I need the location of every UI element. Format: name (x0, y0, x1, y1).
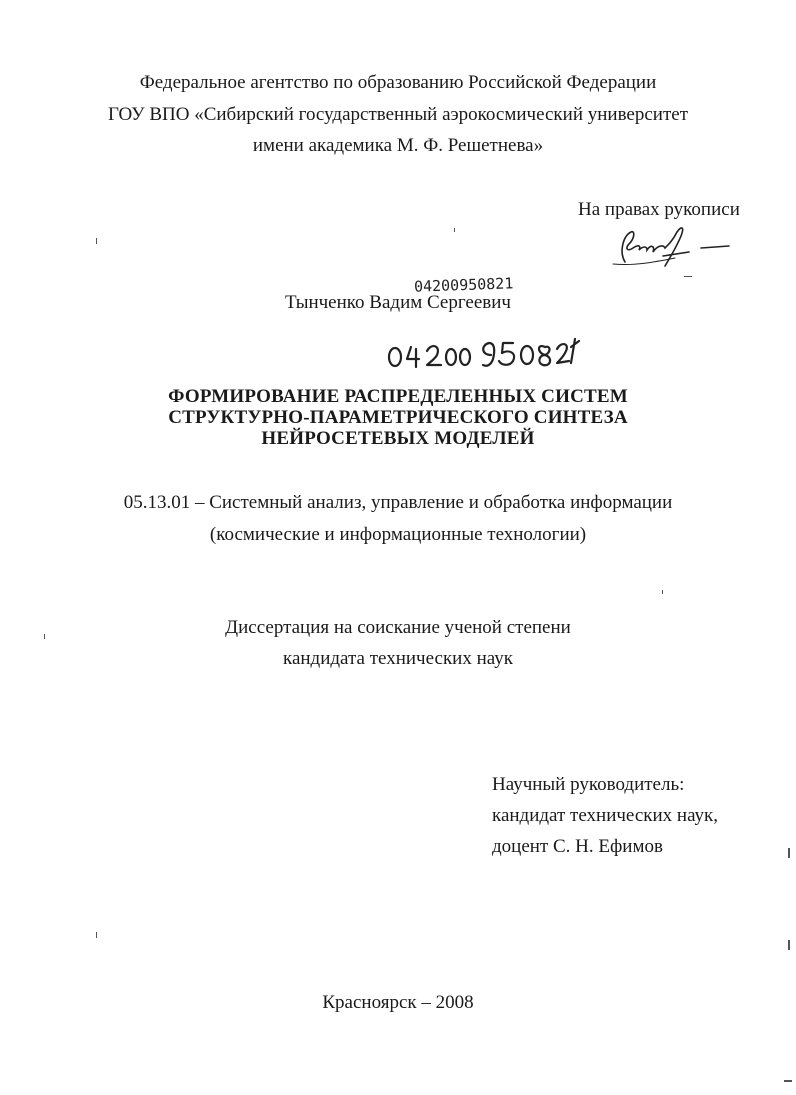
specialty-line-2: (космические и информационные технологии) (209, 524, 587, 545)
city-year: Красноярск – 2008 (322, 992, 474, 1013)
scan-speck (96, 238, 97, 244)
advisor-label: Научный руководитель: (492, 774, 685, 795)
dissertation-title-line-1: ФОРМИРОВАНИЕ РАСПРЕДЕЛЕННЫХ СИСТЕМ (168, 386, 628, 407)
author-name: Тынченко Вадим Сергеевич (285, 292, 511, 313)
scan-speck (788, 848, 790, 858)
scan-speck (44, 634, 45, 639)
advisor-degree: кандидат технических наук, (492, 805, 719, 826)
scan-speck (684, 276, 692, 277)
scan-speck (454, 228, 455, 232)
organization-line-1: Федеральное агентство по образованию Российской Федерации (139, 72, 657, 93)
scan-speck (96, 932, 97, 938)
scan-speck (662, 590, 663, 594)
organization-line-2: ГОУ ВПО «Сибирский государственный аэрокосмический университет (107, 104, 689, 125)
manuscript-rights-label: На правах рукописи (578, 199, 740, 220)
specialty-line-1: 05.13.01 – Системный анализ, управление и обработка информации (123, 492, 673, 513)
dissertation-degree-line-2: кандидата технических наук (283, 648, 513, 669)
scan-speck (788, 940, 790, 950)
dissertation-title-line-3: НЕЙРОСЕТЕВЫХ МОДЕЛЕЙ (261, 428, 535, 449)
printed-registration-number: 04200950821 (413, 274, 514, 296)
scan-speck (784, 1080, 792, 1082)
dissertation-title-line-2: СТРУКТУРНО-ПАРАМЕТРИЧЕСКОГО СИНТЕЗА (168, 407, 628, 428)
dissertation-degree-line-1: Диссертация на соискание ученой степени (225, 617, 571, 638)
handwritten-number-icon (385, 333, 585, 373)
organization-line-3: имени академика М. Ф. Решетнева» (252, 135, 544, 156)
signature-icon (605, 222, 735, 272)
advisor-name: доцент С. Н. Ефимов (492, 836, 663, 857)
